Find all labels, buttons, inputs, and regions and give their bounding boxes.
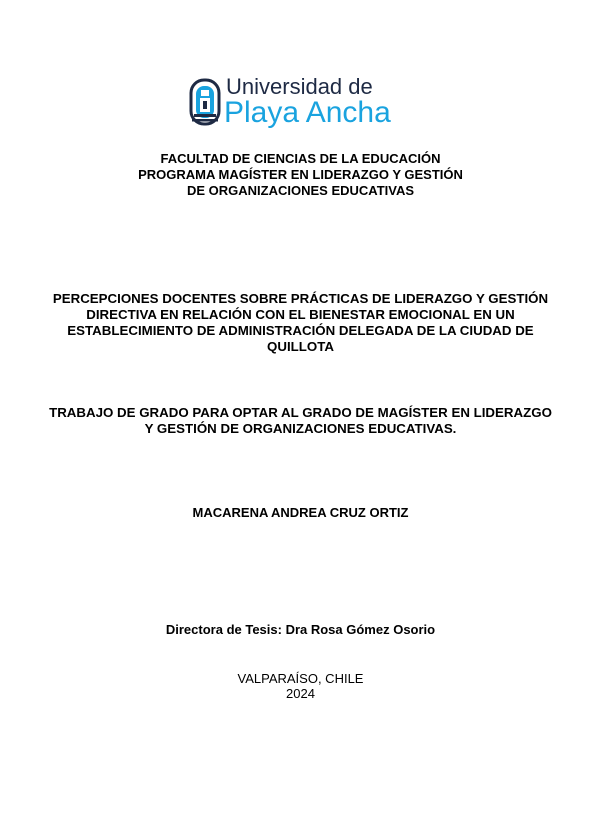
place-text: VALPARAÍSO, CHILE	[237, 671, 364, 686]
thesis-title	[20, 291, 581, 355]
logo-university-text: Universidad de	[226, 74, 373, 99]
lighthouse-crest-icon	[188, 76, 222, 128]
author-name: MACARENA ANDREA CRUZ ORTIZ	[192, 505, 409, 520]
thesis-director: Directora de Tesis: Dra Rosa Gómez Osorio	[165, 622, 436, 637]
university-logo	[188, 74, 398, 130]
degree-purpose	[20, 405, 581, 437]
program-line: PROGRAMA MAGÍSTER EN LIDERAZGO Y GESTIÓN	[138, 167, 463, 182]
thesis-title-line: ESTABLECIMIENTO DE ADMINISTRACIÓN DELEGADA DE LA CIUDAD DE	[67, 323, 534, 338]
thesis-title-line: QUILLOTA	[267, 339, 334, 354]
place-and-date	[20, 671, 581, 701]
thesis-title-line: PERCEPCIONES DOCENTES SOBRE PRÁCTICAS DE LIDERAZGO Y GESTIÓN	[52, 291, 549, 306]
logo-campus-text: Playa Ancha	[224, 96, 391, 129]
thesis-title-line: DIRECTIVA EN RELACIÓN CON EL BIENESTAR EMOCIONAL EN UN	[86, 307, 515, 322]
degree-purpose-line: Y GESTIÓN DE ORGANIZACIONES EDUCATIVAS.	[144, 421, 457, 436]
faculty-heading	[20, 151, 581, 199]
year-text: 2024	[286, 686, 315, 701]
faculty-line: FACULTAD DE CIENCIAS DE LA EDUCACIÓN	[160, 151, 441, 166]
program-line-cont: DE ORGANIZACIONES EDUCATIVAS	[186, 183, 415, 198]
degree-purpose-line: TRABAJO DE GRADO PARA OPTAR AL GRADO DE MAGÍSTER EN LIDERAZGO	[49, 405, 552, 420]
